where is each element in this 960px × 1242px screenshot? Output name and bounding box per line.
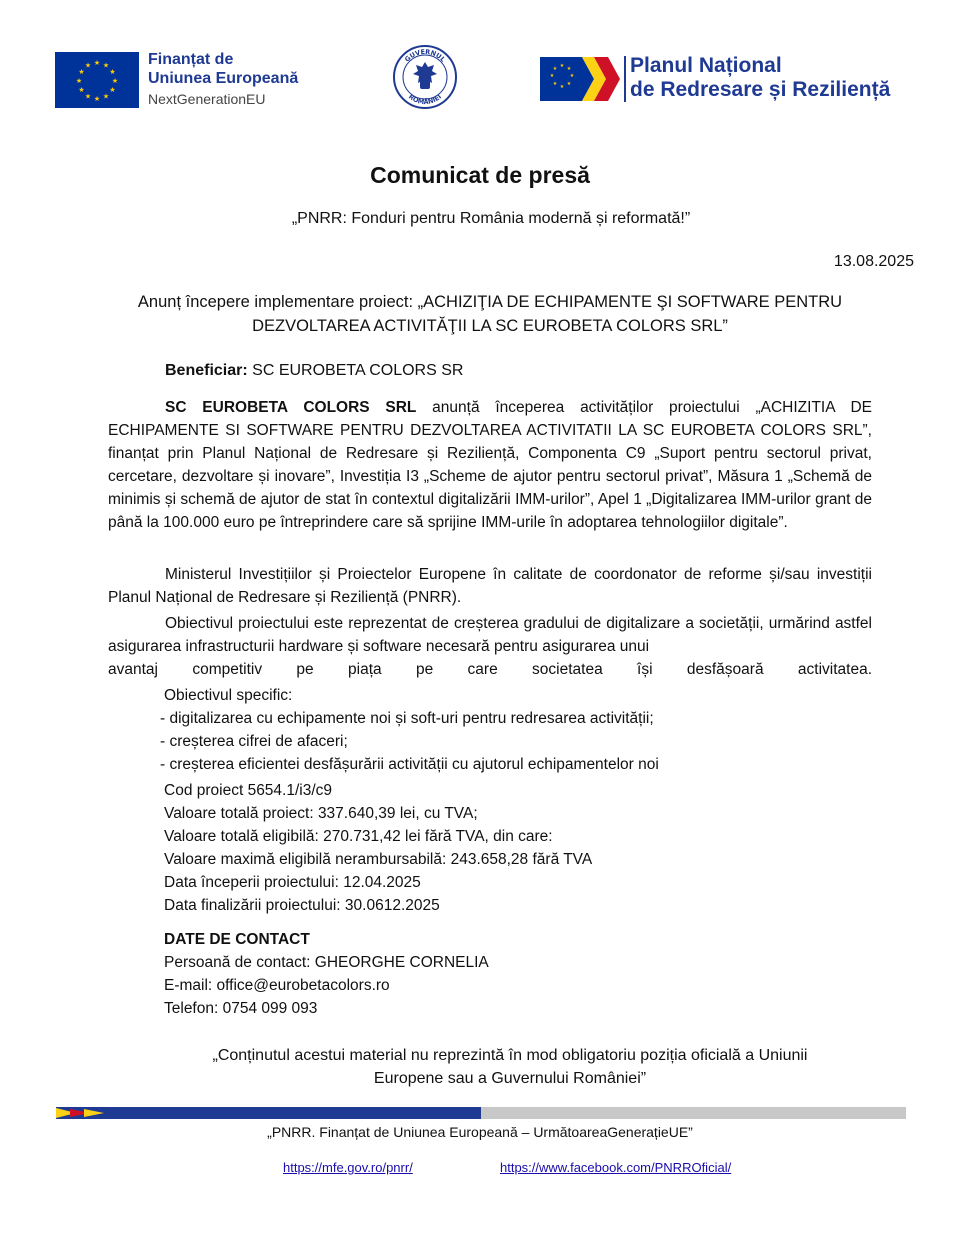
company-name: SC EUROBETA COLORS SRL — [165, 399, 417, 416]
svg-text:★: ★ — [566, 66, 572, 72]
svg-text:★: ★ — [569, 73, 575, 79]
seal-bottom-text: ROMÂNIEI — [406, 92, 444, 107]
svg-text:★: ★ — [566, 81, 572, 87]
eu-funding-text — [148, 50, 298, 109]
eu-line-3: NextGenerationEU — [148, 91, 266, 107]
footer-link-mfe[interactable]: https://mfe.gov.ro/pnrr/ — [283, 1160, 413, 1175]
objective-item: - creșterea eficientei desfășurării activității cu ajutorul echipamentelor noi — [160, 756, 659, 773]
government-seal-icon — [392, 44, 458, 110]
project-start-date: Data începerii proiectului: 12.04.2025 — [164, 874, 421, 891]
beneficiary — [165, 362, 463, 380]
paragraph-ministry — [108, 563, 872, 609]
svg-text:★: ★ — [93, 59, 101, 67]
svg-text:★: ★ — [84, 61, 92, 70]
contact-heading: DATE DE CONTACT — [164, 931, 310, 948]
paragraph-objective — [108, 612, 872, 681]
pnrr-logo-icon — [540, 55, 622, 103]
project-nonrefundable-value: Valoare maximă eligibilă nerambursabilă: 243.658,28 fără TVA — [164, 851, 593, 868]
footer-slogan: „PNRR. Finanțat de Uniunea Europeană – UrmătoareaGenerațieUE” — [267, 1124, 693, 1140]
paragraph-intro-text: anunță începerea activităților proiectului „ACHIZITIA DE ECHIPAMENTE SI SOFTWARE PENTRU DEZVOLTAREA ACTIVITATII LA SC EUROBETA COLORS SRL”, finanțat prin Planul Național de Redresare și Reziliență, Componenta C9 „Suport pentru sectorul privat, cercetare, dezvoltare și inovare”, Investiția I3 „Scheme de ajutor pentru sectorul privat”, Măsura 1 „Schemă de minimis și schemă de ajutor de stat în contextul digitalizării IMM-urilor”, Apel 1 „Digitalizarea IMM-urilor grant de până la 100.000 euro pe întreprindere care să sprijine IMM-urile în adoptarea tehnologiilor digitale”. — [108, 399, 872, 531]
document-date: 13.08.2025 — [833, 253, 914, 270]
beneficiary-label: Beneficiar: — [165, 362, 248, 379]
specific-objectives — [160, 684, 659, 776]
disclaimer-line-2: Europene sau a Guvernului României” — [373, 1070, 647, 1087]
announcement-line-1: Anunț începere implementare proiect: „ACHIZIŢIA DE ECHIPAMENTE ŞI SOFTWARE PENTRU — [137, 293, 843, 311]
eu-flag-icon — [55, 52, 139, 108]
pnrr-logo-text — [630, 54, 890, 102]
svg-text:★: ★ — [102, 92, 110, 101]
project-total-value: Valoare totală proiect: 337.640,39 lei, cu TVA; — [164, 805, 478, 822]
paragraph-objective-text: Obiectivul proiectului este reprezentat de creșterea gradului de digitalizare a societății, urmărind astfel asigurarea infrastructurii hardware și software necesară pentru asigurarea unui — [108, 615, 872, 655]
paragraph-intro — [108, 396, 872, 534]
eu-line-1: Finanțat de — [148, 51, 234, 68]
pnrr-line-1: Planul Național — [630, 54, 782, 77]
svg-text:★: ★ — [84, 92, 92, 101]
project-eligible-value: Valoare totală eligibilă: 270.731,42 lei fără TVA, din care: — [164, 828, 553, 845]
logo-divider — [624, 56, 626, 102]
objective-item: - digitalizarea cu echipamente noi și soft-uri pentru redresarea activității; — [160, 710, 654, 727]
contact-section — [164, 928, 489, 1020]
svg-text:★: ★ — [559, 63, 565, 69]
footer-bar — [56, 1107, 906, 1119]
svg-text:★: ★ — [109, 86, 116, 94]
svg-text:★: ★ — [559, 84, 565, 90]
svg-text:★: ★ — [549, 73, 555, 79]
svg-text:★: ★ — [552, 81, 558, 87]
paragraph-objective-last-line: avantaj competitiv pe piața pe care societatea își desfășoară activitatea. — [108, 661, 872, 678]
svg-text:★: ★ — [109, 68, 116, 76]
paragraph-ministry-text: Ministerul Investițiilor și Proiectelor Europene în calitate de coordonator de reforme și/sau investiții Planul Național de Redresare și Reziliență (PNRR). — [108, 566, 872, 606]
project-code: Cod proiect 5654.1/i3/c9 — [164, 782, 333, 799]
contact-person: Persoană de contact: GHEORGHE CORNELIA — [164, 954, 489, 971]
objectives-heading: Obiectivul specific: — [164, 687, 293, 704]
announcement-line-2: DEZVOLTAREA ACTIVITĂŢII LA SC EUROBETA COLORS SRL” — [252, 317, 728, 335]
page-title: Comunicat de presă — [370, 162, 590, 188]
svg-text:★: ★ — [75, 77, 83, 85]
svg-text:★: ★ — [552, 66, 558, 72]
svg-text:★: ★ — [78, 68, 85, 76]
objective-item: - creșterea cifrei de afaceri; — [160, 733, 348, 750]
eu-line-2: Uniunea Europeană — [148, 70, 299, 87]
announcement-heading — [100, 290, 880, 338]
svg-text:★: ★ — [78, 86, 85, 94]
beneficiary-value: SC EUROBETA COLORS SR — [247, 362, 464, 379]
disclaimer-line-1: „Conținutul acestui material nu reprezintă în mod obligatoriu poziția oficială a Uniunii — [212, 1047, 808, 1064]
pnrr-line-2: de Redresare și Reziliență — [630, 78, 891, 101]
svg-text:★: ★ — [93, 95, 101, 103]
project-details — [164, 779, 592, 917]
footer-link-facebook[interactable]: https://www.facebook.com/PNRROficial/ — [500, 1160, 732, 1175]
seal-top-text: GUVERNUL — [403, 47, 447, 64]
disclaimer — [160, 1044, 860, 1090]
svg-text:★: ★ — [102, 61, 110, 70]
document-header — [0, 0, 960, 130]
svg-text:★: ★ — [111, 77, 119, 85]
contact-phone: Telefon: 0754 099 093 — [164, 1000, 318, 1017]
project-end-date: Data finalizării proiectului: 30.0612.2025 — [164, 897, 440, 914]
slogan: „PNRR: Fonduri pentru România modernă și reformată!” — [291, 210, 691, 227]
contact-email: E-mail: office@eurobetacolors.ro — [164, 977, 390, 994]
